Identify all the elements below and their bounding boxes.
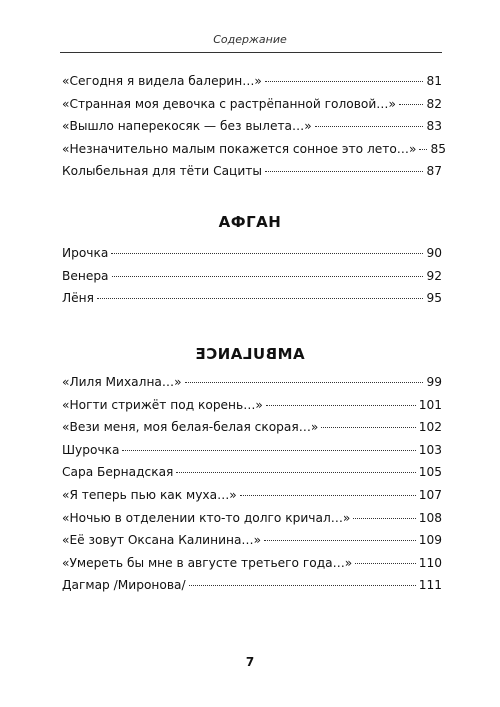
toc-entry-title: Лёня (62, 291, 94, 306)
toc-entry[interactable] (62, 138, 446, 161)
dot-leader (355, 563, 415, 564)
toc-entry-page: 108 (418, 510, 442, 525)
toc-entry-page: 85 (430, 141, 446, 156)
dot-leader (112, 276, 424, 277)
toc-entry-page: 103 (418, 442, 442, 457)
toc-entry-page: 109 (418, 533, 442, 548)
toc-list-ambulance (62, 371, 442, 597)
dot-leader (176, 472, 415, 473)
section-heading-ambulance-text: AMBULANCE (195, 345, 305, 363)
dot-leader (189, 585, 416, 586)
dot-leader (266, 405, 416, 406)
dot-leader (264, 540, 416, 541)
dot-leader (265, 81, 424, 82)
toc-entry[interactable] (62, 371, 442, 394)
toc-entry[interactable] (62, 461, 442, 484)
toc-entry-title: Шурочка (62, 442, 120, 457)
toc-entry[interactable] (62, 265, 442, 288)
toc-entry-page: 102 (418, 420, 442, 435)
toc-entry[interactable] (62, 529, 442, 552)
page-number: 7 (245, 655, 255, 669)
toc-entry[interactable] (62, 93, 442, 116)
toc-entry[interactable] (62, 287, 442, 310)
toc-entry[interactable] (62, 574, 442, 597)
toc-entry-title: «Ногти стрижёт под корень…» (62, 397, 263, 412)
toc-entry[interactable] (62, 70, 442, 93)
toc-entry-page: 101 (418, 397, 442, 412)
toc-entry-page: 107 (418, 487, 442, 502)
toc-entry-title: Дагмар /Миронова/ (62, 578, 186, 593)
toc-entry[interactable] (62, 394, 442, 417)
dot-leader (97, 298, 424, 299)
toc-entry[interactable] (62, 115, 442, 138)
toc-entry-page: 83 (426, 119, 442, 134)
toc-entry[interactable] (62, 416, 442, 439)
toc-list-continued (62, 70, 446, 183)
dot-leader (399, 104, 424, 105)
dot-leader (315, 126, 424, 127)
toc-entry-page: 99 (426, 375, 442, 389)
toc-entry-page: 105 (418, 465, 442, 480)
toc-entry-title: Колыбельная для тёти Сациты (62, 164, 262, 179)
toc-entry-title: Ирочка (62, 246, 109, 260)
toc-entry-title: «Ночью в отделении кто-то долго кричал…» (62, 510, 351, 525)
toc-entry[interactable] (62, 507, 442, 530)
dot-leader (353, 518, 415, 519)
toc-entry-title: «Я теперь пью как муха…» (62, 487, 237, 502)
toc-entry-page: 90 (426, 246, 442, 260)
toc-entry-page: 82 (426, 96, 442, 111)
dot-leader (111, 253, 423, 254)
section-heading-afgan: АФГАН (218, 213, 282, 231)
toc-entry[interactable] (62, 242, 442, 265)
dot-leader (419, 149, 427, 150)
toc-entry-title: «Незначительно малым покажется сонное это лето…» (62, 141, 417, 156)
toc-entry-title: Венера (62, 268, 109, 283)
toc-entry[interactable] (62, 160, 442, 183)
toc-entry-title: «Вези меня, моя белая-белая скорая…» (62, 420, 319, 435)
dot-leader (321, 427, 415, 428)
toc-entry-title: «Сегодня я видела балерин…» (62, 74, 262, 88)
toc-entry-title: Сара Бернадская (62, 465, 174, 480)
section-heading-ambulance (60, 345, 440, 363)
toc-entry-title: «Умереть бы мне в августе третьего года…» (62, 555, 353, 570)
toc-entry-title: «Вышло наперекосяк — без вылета…» (62, 119, 312, 134)
toc-list-afgan (62, 242, 442, 310)
toc-entry-page: 110 (418, 555, 442, 570)
toc-entry-page: 87 (426, 164, 442, 179)
toc-entry-page: 81 (426, 74, 442, 88)
running-header: Содержание (213, 33, 287, 46)
toc-entry-page: 111 (418, 578, 442, 593)
dot-leader (265, 171, 424, 172)
dot-leader (122, 450, 415, 451)
toc-entry[interactable] (62, 552, 442, 575)
toc-entry[interactable] (62, 439, 442, 462)
toc-entry-title: «Странная моя девочка с растрёпанной головой…» (62, 96, 396, 111)
toc-entry-page: 92 (426, 268, 442, 283)
toc-entry-title: «Лиля Михална…» (62, 375, 182, 389)
dot-leader (240, 495, 416, 496)
toc-entry-page: 95 (426, 291, 442, 306)
dot-leader (185, 382, 424, 383)
header-rule (60, 52, 442, 53)
toc-entry[interactable] (62, 484, 442, 507)
toc-entry-title: «Её зовут Оксана Калинина…» (62, 533, 262, 548)
